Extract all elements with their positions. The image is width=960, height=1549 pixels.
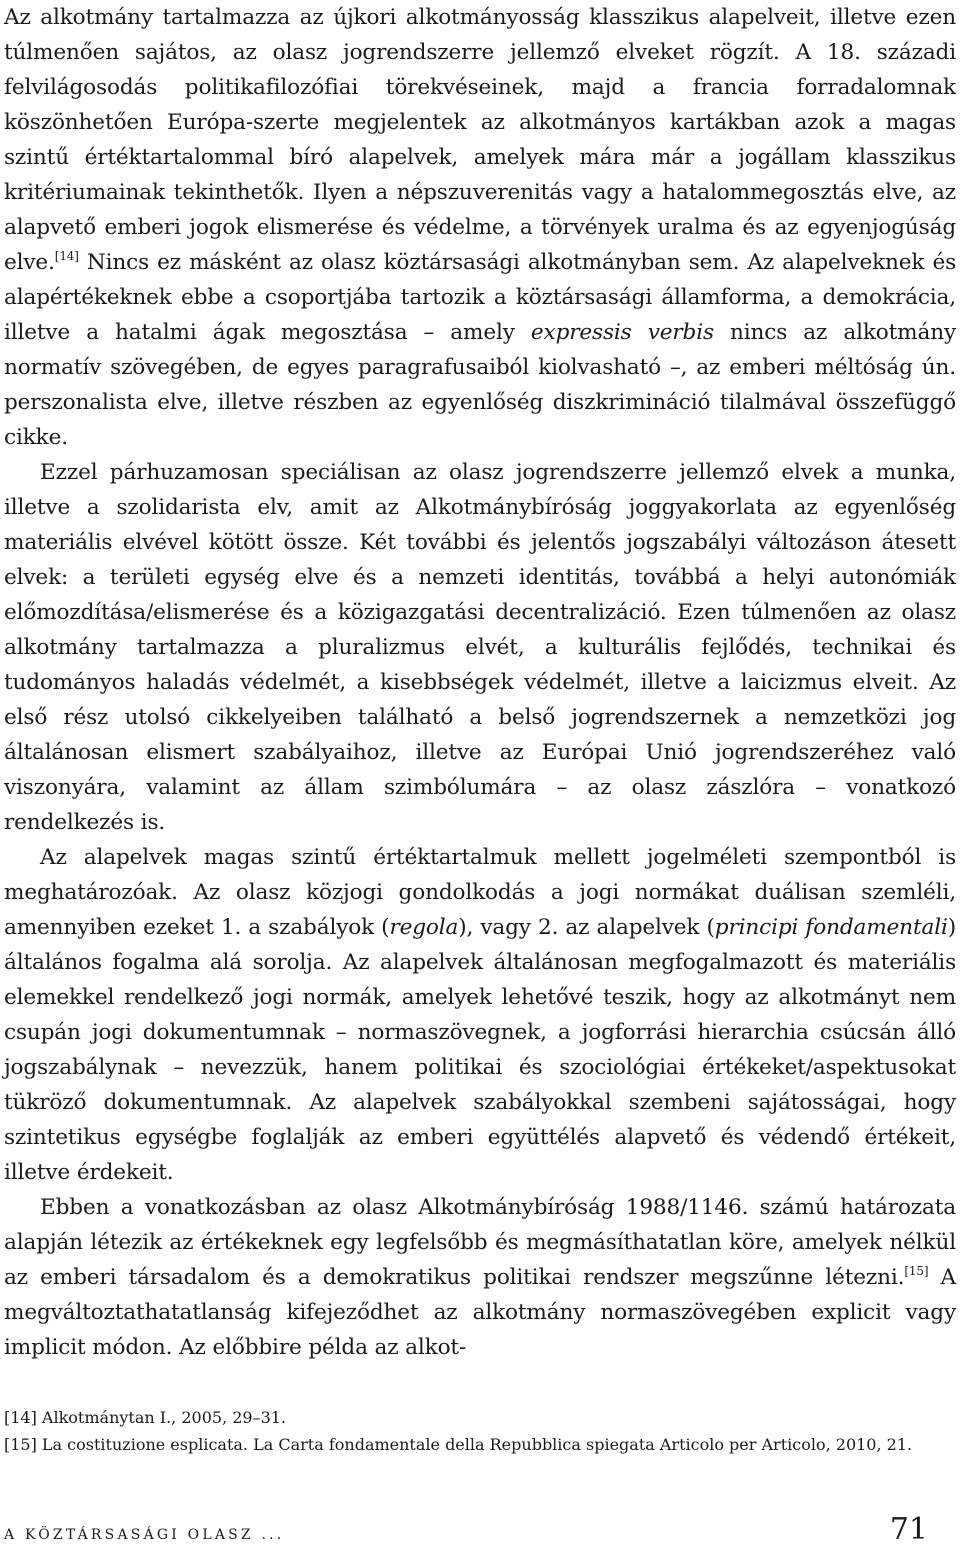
italic-term: regola (389, 915, 459, 940)
footnote-ref: [14] (54, 249, 79, 263)
main-text (4, 0, 956, 1365)
footnote-ref: [15] (904, 1264, 929, 1278)
footnotes (4, 1404, 956, 1458)
footnote-15: [15] La costituzione esplicata. La Carta fondamentale della Repubblica spiegata Articolo per Articolo, 2010, 21. (4, 1435, 913, 1454)
paragraph (4, 455, 956, 840)
text-run: Ebben a vonatkozásban az olasz Alkotmánybíróság 1988/1146. számú határozata alapján létezik az értékeknek egy legfelsőbb és megmásíthatatlan köre, amelyek nélkül az emberi társadalom és a demokratikus politikai rendszer megszűnne létezni. (4, 1195, 956, 1290)
text-run: ) általános fogalma alá sorolja. Az alapelvek általánosan megfogalmazott és materiális elemekkel rendelkező jogi normák, amelyek lehetővé teszik, hogy az alkotmányt nem csupán jogi dokumentumnak – normaszövegnek, a jogforrási hierarchia csúcsán álló jogszabálynak – nevezzük, hanem politikai és szociológiai értékeket/aspektusokat tükröző dokumentumnak. Az alapelvek szabályokkal szembeni sajátosságai, hogy szintetikus egységbe foglalják az emberi együttélés alapvető és védendő értékeit, illetve érdekeit. (4, 915, 956, 1185)
italic-term: expressis verbis (530, 320, 714, 345)
paragraph (4, 1190, 956, 1365)
text-run: nincs az alkotmány normatív szövegében, de egyes paragrafusaiból kiolvasható –, az emberi méltóság ún. perszonalista elve, illetve részben az egyenlőség diszkrimináció tilalmával összefüggő cikke. (4, 320, 956, 450)
italic-term: principi fondamentali (714, 915, 948, 940)
text-run: Ezzel párhuzamosan speciálisan az olasz jogrendszerre jellemző elvek a munka, illetve a szolidarista elv, amit az Alkotmánybíróság joggyakorlata az egyenlőség materiális elvével kötött össze. Két további és jelentős jogszabályi változáson átesett elvek: a területi egység elve és a nemzeti identitás, továbbá a helyi autonómiák előmozdítása/elismerése és a közigazgatási decentralizáció. Ezen túlmenően az olasz alkotmány tartalmazza a pluralizmus elvét, a kulturális fejlődés, technikai és tudományos haladás védelmét, a kisebbségek védelmét, illetve a laicizmus elveit. Az első rész utolsó cikkelyeiben található a belső jogrendszernek a nemzetközi jog általánosan elismert szabályaihoz, illetve az Európai Unió jogrendszeréhez való viszonyára, valamint az állam szimbólumára – az olasz zászlóra – vonatkozó rendelkezés is. (4, 460, 956, 835)
text-run: A megváltoztathatatlanság kifejeződhet az alkotmány normaszövegében explicit vagy implicit módon. Az előbbire példa az alkot- (4, 1265, 956, 1360)
text-run: ), vagy 2. az alapelvek ( (458, 915, 715, 940)
paragraph (4, 0, 956, 455)
page-number: 71 (889, 1512, 928, 1547)
footnote-14: [14] Alkotmánytan I., 2005, 29–31. (4, 1408, 287, 1427)
text-run: Az alapelvek magas szintű értéktartalmuk mellett jogelméleti szempontból is meghatározóak. Az olasz közjogi gondolkodás a jogi normákat duálisan szemléli, amennyiben ezeket 1. a szabályok ( (4, 845, 956, 940)
paragraph (4, 840, 956, 1190)
text-run: Nincs ez másként az olasz köztársasági alkotmányban sem. Az alapelveknek és alapértékeknek ebbe a csoportjába tartozik a köztársasági államforma, a demokrácia, illetve a hatalmi ágak megosztása – amely (4, 250, 956, 345)
text-run: Az alkotmány tartalmazza az újkori alkotmányosság klasszikus alapelveit, illetve ezen túlmenően sajátos, az olasz jogrendszerre jellemző elveket rögzít. A 18. századi felvilágosodás politikafilozófiai törekvéseinek, majd a francia forradalomnak köszönhetően Európa-szerte megjelentek az alkotmányos kartákban azok a magas szintű értéktartalommal bíró alapelvek, amelyek mára már a jogállam klasszikus kritériumainak tekinthetők. Ilyen a népszuverenitás vagy a hatalommegosztás elve, az alapvető emberi jogok elismerése és védelme, a törvények uralma és az egyenjogúság elve. (4, 5, 956, 275)
running-footer: A KÖZTÁRSASÁGI OLASZ ... (4, 1527, 285, 1543)
